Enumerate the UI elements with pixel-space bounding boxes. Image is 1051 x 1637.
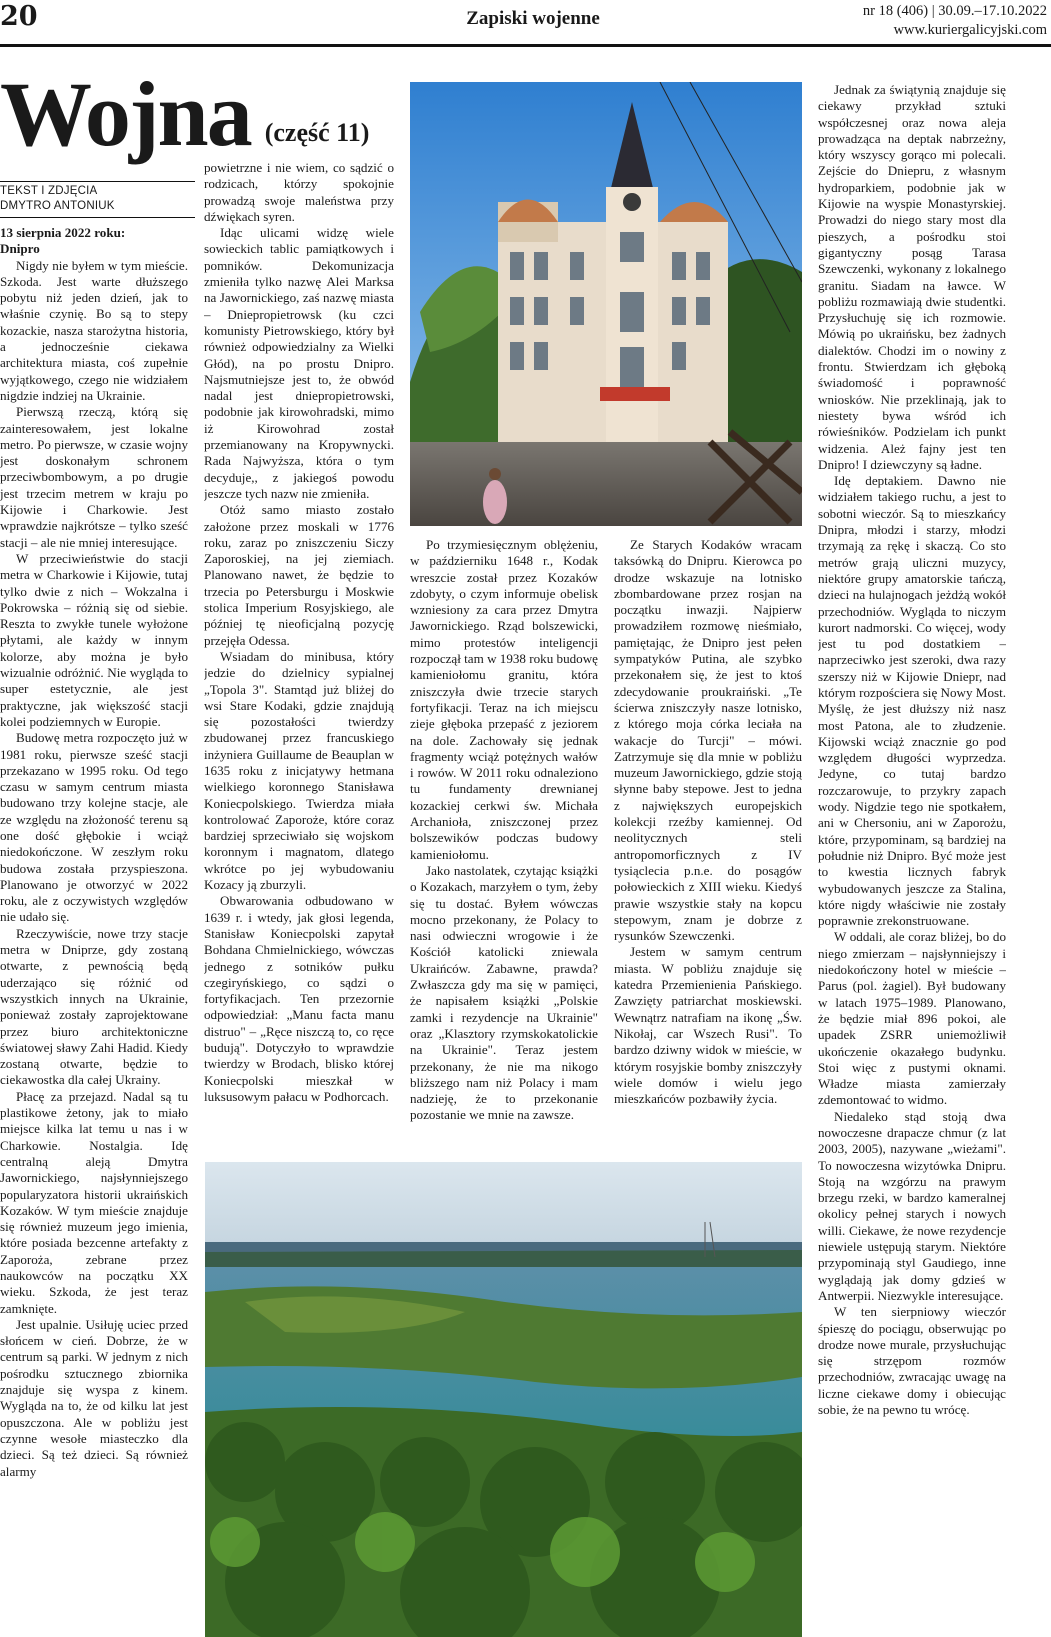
paragraph: W oddali, ale coraz bliżej, bo do niego zmierzam – najsłynniejszy i niedokończony hotel w mieście – Parus (pol. żagiel). Był budowany w latach 1975–1989. Planowano, że będzie miał 896 pokoi, ale upadek ZSRR uniemożliwił ukończenie okazałego budynku. Stoi więc z pustymi oknami. Władze miasta zamierzały zdemontować to widmo. — [818, 929, 1006, 1108]
paragraph: Wsiadam do minibusa, który jedzie do dzielnicy sypialnej „Topola 3". Stamtąd już bliżej do wsi Stare Kodaki, gdzie znajdują się pozostałości twierdzy zbudowanej przez francuskiego inżyniera Guillaume de Beauplan w 1635 roku z inicjatywy hetmana wielkiego koronnego Stanisława Koniecpolskiego. Twierdza miała kontrolować Zaporoże, które coraz bardziej sprzeciwiało się wojskom koronnym i magnatom, dlatego wkrótce po jej wybudowaniu Kozacy ją zburzyli. — [204, 648, 394, 893]
section-title: Zapiski wojenne — [466, 8, 600, 29]
paragraph: Budowę metra rozpoczęto już w 1981 roku, pierwsze sześć stacji przekazano w 1995 roku. Od tego czasu w samym centrum miasta budowano trzy kolejne stacje, ale ze względu na złożoność terenu są one dość głębokie i wciąż niedokończone. W zeszłym roku budowa została przyspieszona. Planowano je otworzyć w 2022 roku, ale z oczywistych względów nie udało się. — [0, 730, 188, 925]
paragraph: Jako nastolatek, czytając książki o Kozakach, marzyłem o tym, żeby się tu dostać. Byłem wówczas mocno przekonany, że Polacy to nasi odwieczni wrogowie i że Kościół katolicki zniewala Ukraińców. Zabawne, prawda? Zwłaszcza gdy ma się w pamięci, że napisałem książki „Polskie zamki i rezydencje na Ukrainie" oraz „Klasztory rzymskokatolickie na Ukrainie". Teraz jestem przekonany, że nie ma nikogo bliższego nam niż Polacy i mam nadzieję, że to przekonanie pozostanie we mnie na zawsze. — [410, 862, 598, 1123]
lake-photo-image — [205, 1162, 802, 1637]
page-number: 20 — [0, 1, 38, 32]
headline-title: Wojna — [0, 63, 251, 165]
text-column-2 — [204, 160, 394, 1160]
byline — [0, 181, 195, 218]
paragraph: Obwarowania odbudowano w 1639 r. i wtedy, jak głosi legenda, Stanisław Koniecpolski zapytał Bohdana Chmielnickiego, wówczas jednego z sotników pułku czegiryńskiego, co sądzi o fortyfikacjach. Ten przezornie odpowiedział: „Manu facta manu distruo" – „Ręce niszczą to, co ręce budują". Dotyczyło to wprawdzie twierdzy w Brodach, blisko której Koniecpolski mieszkał w luksusowym pałacu w Podhorcach. — [204, 893, 394, 1104]
building-photo-image — [410, 82, 802, 526]
text-column-5 — [818, 82, 1006, 1637]
text-column-1 — [0, 225, 188, 1637]
dateline: 13 sierpnia 2022 roku: — [0, 225, 126, 240]
text-column-4 — [614, 537, 802, 1162]
paragraph: Jestem w samym centrum miasta. W pobliżu znajduje się katedra Przemienienia Pańskiego. Zawzięty patriarchat moskiewski. Wewnątrz natrafiam na ikonę „Św. Nikołaj, car Wszech Rusi". To bardzo dziwny widok w mieście, w którym rosyjskie bomby zniszczyły wiele domów i wielu jego mieszkańców pozbawiły życia. — [614, 944, 802, 1107]
paragraph: Jest upalnie. Usiłuję uciec przed słońcem w cień. Dobrze, że w centrum są parki. W jednym z nich pośrodku sztucznego zbiornika znajduje się wyspa z kinem. Wygląda na to, że od kilku lat jest opuszczona. Ale w pobliżu jest czynne wesołe miasteczko dla dzieci. Są też dzieci. Są również alarmy — [0, 1316, 188, 1479]
byline-credit: TEKST I ZDJĘCIA — [0, 185, 98, 197]
paragraph: Rzeczywiście, nowe trzy stacje metra w Dniprze, gdy zostaną otwarte, z pewnością będą uderzająco się różnić od wszystkich innych na Ukrainie, ponieważ zostały zaprojektowane przez biuro architektoniczne światowej sławy Zahi Hadid. Kiedy zostaną otwarte, będzie to ciekawostka dla całej Ukrainy. — [0, 925, 188, 1088]
paragraph: Nigdy nie byłem w tym mieście. Szkoda. Jest warte dłuższego pobytu niż jeden dzień, jak to właśnie czynię. Bo są to stepy kozackie, nasza starożytna historia, a jednocześnie ciekawa architektura miasta, coś zupełnie wyjątkowego, czego nie widziałem nigdzie indziej na Ukrainie. — [0, 257, 188, 403]
paragraph: W ten sierpniowy wieczór śpieszę do pociągu, obserwując po drodze nowe murale, przysłuchując się strzępom rozmów przechodniów, zwracając uwagę na liczne ciekawe domy i obiecując sobie, że na pewno tu wrócę. — [818, 1304, 1006, 1418]
paragraph: Idę deptakiem. Dawno nie widziałem takiego ruchu, a jest to sobotni wieczór. Są to mieszkańcy Dnipra, młodzi i starzy, młodzi trzymają za rękę i skaczą. Co sto metrów grają uliczni muzycy, niektóre grupy amatorskie tańczą, dzieci na hulajnogach jeżdżą wokół przechodniów. Wygląda to niczym kurort nadmorski. Co więcej, wody jest tu pod dostatkiem – naprzeciwko jest szeroki, dwa razy szerszy niż w Kijowie Dniepr, nad którym rozpościera się Nowy Most. Myślę, że jest dłuższy niż nasz most Patona, ale to złudzenie. Kijowski wciąż znacznie go pod względem długości wyprzedza. Jedyne, co tutaj bardzo rozczarowuje, to przykry zapach wody. Nigdzie tego nie spotkałem, ani w Chersoniu, ani w Zaporożu, które, przypominam, są bardziej na południe niż Dnipro. Być może jest to kwestia licznych fabryk wybudowanych jeszcze za Stalina, które nigdy właściwie nie zostały poprawnie zrekonstruowane. — [818, 473, 1006, 929]
paragraph: W przeciwieństwie do stacji metra w Charkowie i Kijowie, tutaj tylko dwie z nich – Wokzalna i Pokrowska – różnią się od siebie. Reszta to zwykłe tunele wyłożone płytami, ale każdy w innym kolorze, aby można je było wizualnie odróżnić. Nie wygląda to super estetycznie, ale jest praktyczne, jak większość stacji kolei podziemnych w Europie. — [0, 550, 188, 729]
building-photo — [410, 82, 802, 526]
text-column-3 — [410, 537, 598, 1162]
paragraph: Jednak za świątynią znajduje się ciekawy przykład sztuki współczesnej oraz nowa aleja prowadząca na deptak nabrzeżny, który wszyscy gorąco mi polecali. Zejście do Dniepru, z własnym hydroparkiem, podobnie jak w Kijowie na wyspie Monastyrskiej. Prowadzi do niego stary most dla pieszych, a pośrodku stoi gigantyczny posąg Tarasa Szewczenki, wykonany z lokalnego granitu. Siadam na ławce. W pobliżu rozmawiają dwie studentki. Przysłuchuję się ich rozmowie. Mówią po ukraińsku, bez żadnych dialektów. Chodzi im o nowiny z frontu. Stwierdzam ich głęboką świadomość i poprawność wniosków. Nie przeklinają, jak to niestety bywa wśród ich rówieśników. Podzielam ich punkt widzenia. Ależ fajny jest ten Dnipro! I dziewczyny są ładne. — [818, 82, 1006, 472]
byline-author: DMYTRO ANTONIUK — [0, 200, 115, 212]
website-url: www.kuriergalicyjski.com — [893, 22, 1047, 38]
paragraph: Płacę za przejazd. Nadal są tu plastikowe żetony, jak to miało miejsce kilka lat temu u nas i w Charkowie. Nostalgia. Idę centralną aleją Dmytra Jawornickiego, najsłynniejszego popularyzatora historii ukraińskich Kozaków. W tym mieście znajduje się również muzeum jego imienia, które posiada bezcenne artefakty z Zaporoża, zebrane przez naukowców na początku XX wieku. Szkoda, że jest teraz zamknięte. — [0, 1088, 188, 1316]
issue-info — [863, 2, 1047, 40]
lake-photo — [205, 1162, 802, 1637]
dateline-city: Dnipro — [0, 241, 40, 257]
paragraph: Niedaleko stąd stoją dwa nowoczesne drapacze chmur (z lat 2003, 2005), nazywane „wieżami". To nowoczesna wizytówka Dnipru. Stoją na wzgórzu na prawym brzegu rzeki, w bardzo kameralnej okolicy pełnej starych i nowych willi. Ciekawe, że nowe rezydencje niewiele ustępują starym. Niektóre przypominają styl Gaudiego, inne wyglądają jak domy gdzieś w Antwerpii. Niezwykle interesujące. — [818, 1108, 1006, 1303]
issue-number: nr 18 (406) | 30.09.–17.10.2022 — [862, 3, 1047, 19]
paragraph: Pierwszą rzeczą, którą się zainteresowałem, jest lokalne metro. Po pierwsze, w czasie wojny jest doskonałym schronem przeciwbombowym, a po drugie jest trzecim metrem w kraju po Kijowie i Charkowie. Jest wprawdzie najkrótsze – tylko sześć stacji – ale nie mniej interesujące. — [0, 404, 188, 550]
paragraph: Ze Starych Kodaków wracam taksówką do Dnipru. Kierowca po drodze wskazuje na lotnisko zbombardowane przez rosjan na początku inwazji. Najpierw prowadziłem rozmowę nieśmiało, pamiętając, że Dnipro jest pełen sympatyków Putina, ale szybko przekonałem się, że jest to ktoś zdecydowanie proukraiński. „Te ścierwa zniszczyły nasze lotnisko, z którego moja córka leciała na wakacje do Turcji" – mówi. Zatrzymuje się dla mnie w pobliżu muzeum Jawornickiego, gdzie stoją słynne baby stepowe. Jest to jedna z największych europejskich kolekcji rzeźby kamiennej. Od neolitycznych steli antropomorficznych z IV tysiąclecia p.n.e. do posągów połowieckich z XIII wieku. Kiedyś prawie wszystkie stały na kopcu stepowym, znam je dobrze z rysunków Szewczenki. — [614, 537, 802, 944]
paragraph: powietrzne i nie wiem, co sądzić o rodzicach, którzy spokojnie prowadzą swoje maleństwa przy dźwiękach syren. — [204, 160, 394, 224]
paragraph: Idąc ulicami widzę wiele sowieckich tablic pamiątkowych i pomników. Dekomunizacja zmieniła tylko nazwę Alei Marksa na Jawornickiego, zaś nazwę miasta – Dniepropietrowsk (ku czci komunisty Pietrowskiego, który był również odpowiedzialny za Wielki Głód), na po prostu Dnipro. Najsmutniejsze jest to, że obwód nadal jest dniepropietrowski, podobnie jak kirowohradski, mimo iż Kirowohrad został przemianowany na Kropywnycki. Rada Najwyższa, która o tym decyduje,, z jakiegoś powodu jeszcze tych nazw nie zmieniła. — [204, 225, 394, 501]
masthead-rule — [0, 44, 1051, 47]
headline-part: (część 11) — [264, 118, 370, 147]
paragraph: Otóż samo miasto zostało założone przez moskali w 1776 roku, zaraz po zniszczeniu Siczy Zaporoskiej, na jej ziemiach. Planowano nawet, że będzie to trzecia po Petersburgu i Moskwie stolica Imperium Rosyjskiego, ale później tę nieoficjalną pozycję przejęła Odessa. — [204, 502, 394, 648]
paragraph: Po trzymiesięcznym oblężeniu, w październiku 1648 r., Kodak wreszcie został przez Kozaków zdobyty, o czym informuje obelisk wzniesiony za cara przez Dmytra Jawornickiego. Rząd bolszewicki, mimo protestów inteligencji rozpoczął tam w 1938 roku budowę kamieniołomu granitu, która zniszczyła dwie trzecie starych fortyfikacji. Teraz na ich miejscu zieje głęboka przepaść z jeziorem na dole. Zachowały się jednak fragmenty wciąż potężnych wałów i rowów. W 2011 roku odnaleziono tu fundamenty drewnianej kozackiej cerkwi św. Michała Archanioła, zniszczonej przez bolszewików podczas budowy kamieniołomu. — [410, 537, 598, 862]
